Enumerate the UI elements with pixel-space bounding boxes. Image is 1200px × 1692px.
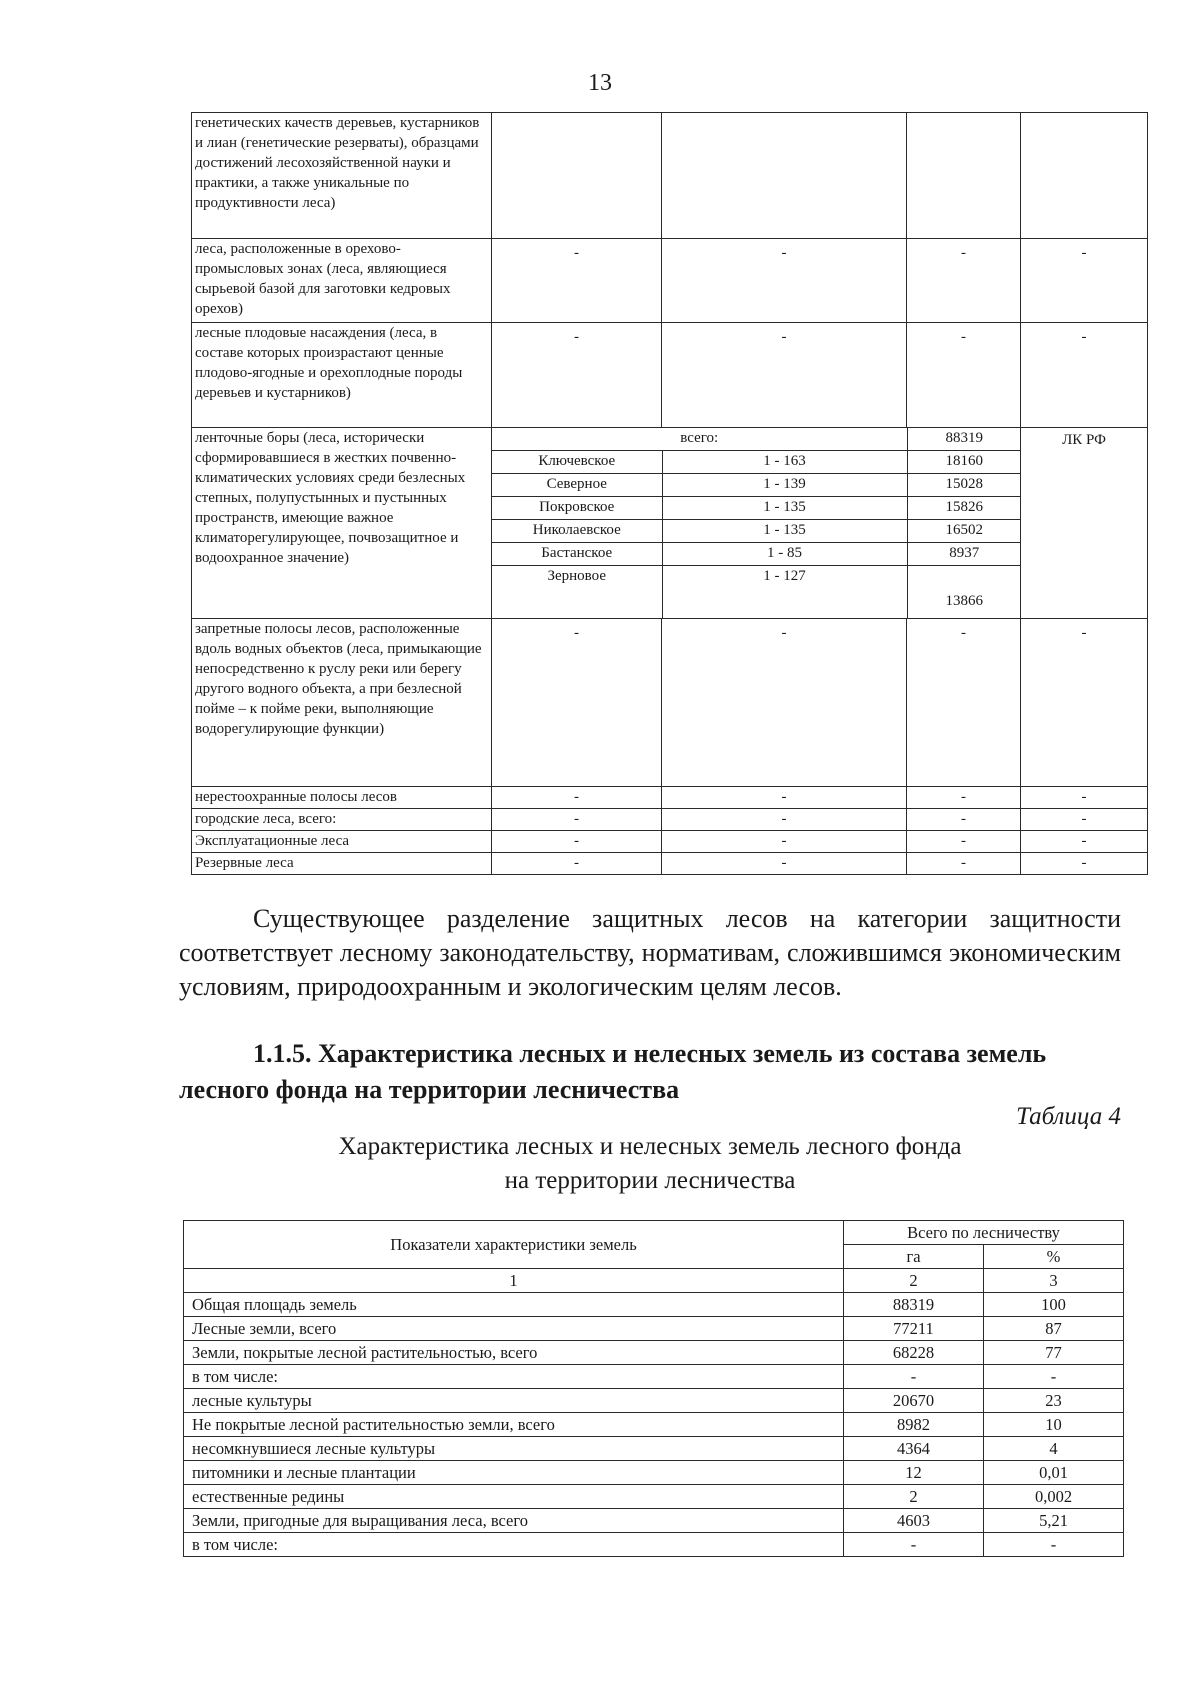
area-ha: 77211 (844, 1317, 984, 1341)
column-number: 3 (984, 1269, 1124, 1293)
row-description: Эксплуатационные леса (192, 831, 492, 853)
cell-value: - (492, 787, 662, 809)
table-caption (179, 1130, 1121, 1198)
cell-value: - (1021, 809, 1148, 831)
protective-forests-table (191, 112, 1148, 875)
cell-value: - (907, 619, 1021, 787)
cell-value: - (662, 809, 907, 831)
cell-value: - (492, 809, 662, 831)
page-number: 13 (588, 70, 612, 96)
body-paragraph: Существующее разделение защитных лесов на категории защитности соответствует лесному законодательству, нормативам, сложившимся экономическим условиям, природоохранным и экологическим целям лесов. (179, 904, 1121, 1001)
area-ha: 8982 (844, 1413, 984, 1437)
header-indicator: Показатели характеристики земель (184, 1221, 844, 1269)
table-row (184, 1509, 1124, 1533)
area: 13866 (907, 566, 1021, 619)
table-row (192, 809, 1148, 831)
column-number: 2 (844, 1269, 984, 1293)
area-percent: 23 (984, 1389, 1124, 1413)
table-row (184, 1293, 1124, 1317)
forest-name: Бастанское (492, 543, 662, 566)
ribbon-forests-breakdown (492, 428, 1021, 619)
table-row (184, 1341, 1124, 1365)
area: 15028 (907, 474, 1021, 497)
area: 8937 (907, 543, 1021, 566)
row-label: Общая площадь земель (184, 1293, 844, 1317)
table-caption-line: на территории лесничества (504, 1167, 796, 1194)
area-ha: 4364 (844, 1437, 984, 1461)
area-percent: 0,002 (984, 1485, 1124, 1509)
row-description: городские леса, всего: (192, 809, 492, 831)
cell-value: - (1021, 323, 1148, 428)
cell-value: - (1021, 853, 1148, 875)
cell-value (662, 113, 907, 239)
area-percent: - (984, 1533, 1124, 1557)
cell-value: - (1021, 619, 1148, 787)
table-row (492, 474, 1021, 497)
table-row (184, 1413, 1124, 1437)
row-label: в том числе: (184, 1365, 844, 1389)
quarters: 1 - 85 (662, 543, 907, 566)
row-label: Не покрытые лесной растительностью земли, всего (184, 1413, 844, 1437)
area-percent: 77 (984, 1341, 1124, 1365)
table-row (192, 113, 1148, 239)
table-row (492, 566, 1021, 619)
quarters: 1 - 127 (662, 566, 907, 619)
cell-value (907, 113, 1021, 239)
table-row (192, 323, 1148, 428)
area-percent: 4 (984, 1437, 1124, 1461)
quarters: 1 - 139 (662, 474, 907, 497)
table-caption-line: Характеристика лесных и нелесных земель лесного фонда (338, 1133, 962, 1160)
table-row (492, 428, 1021, 451)
table-row (184, 1437, 1124, 1461)
quarters: 1 - 163 (662, 451, 907, 474)
section-heading: 1.1.5. Характеристика лесных и нелесных земель из состава земель лесного фонда на территории лесничества (179, 1039, 1047, 1104)
table-row (184, 1389, 1124, 1413)
cell-value: - (662, 323, 907, 428)
table-row (192, 787, 1148, 809)
row-label: Земли, покрытые лесной растительностью, всего (184, 1341, 844, 1365)
forest-name: Северное (492, 474, 662, 497)
cell-value: - (1021, 239, 1148, 323)
row-description: леса, расположенные в орехово-промысловых зонах (леса, являющиеся сырьевой базой для заготовки кедровых орехов) (192, 239, 492, 323)
table-row (192, 239, 1148, 323)
table-row (492, 497, 1021, 520)
row-label: в том числе: (184, 1533, 844, 1557)
cell-value: - (662, 787, 907, 809)
row-label: Лесные земли, всего (184, 1317, 844, 1341)
cell-value: - (907, 239, 1021, 323)
row-label: Земли, пригодные для выращивания леса, всего (184, 1509, 844, 1533)
table-row (184, 1461, 1124, 1485)
cell-value: - (662, 619, 907, 787)
header-ha: га (844, 1245, 984, 1269)
forest-name: Николаевское (492, 520, 662, 543)
cell-value: - (492, 853, 662, 875)
header-total: Всего по лесничеству (844, 1221, 1124, 1245)
land-characteristics-table (183, 1220, 1124, 1557)
table-row (184, 1317, 1124, 1341)
quarters: 1 - 135 (662, 497, 907, 520)
area-ha: 2 (844, 1485, 984, 1509)
header-pct: % (984, 1245, 1124, 1269)
cell-value: - (1021, 787, 1148, 809)
column-number-row (184, 1269, 1124, 1293)
table-row (192, 619, 1148, 787)
table-row (492, 520, 1021, 543)
cell-value: - (907, 323, 1021, 428)
cell-value: - (907, 809, 1021, 831)
cell-value: - (907, 831, 1021, 853)
table-row (184, 1485, 1124, 1509)
area-ha: 4603 (844, 1509, 984, 1533)
cell-value: - (662, 831, 907, 853)
row-description: Резервные леса (192, 853, 492, 875)
area-ha: - (844, 1365, 984, 1389)
cell-value: - (907, 787, 1021, 809)
table-header-row (184, 1221, 1124, 1245)
table-row (184, 1365, 1124, 1389)
area: 18160 (907, 451, 1021, 474)
row-description: генетических качеств деревьев, кустарников и лиан (генетические резерваты), образцами достижений лесохозяйственной науки и практики, а также уникальные по продуктивности леса) (192, 113, 492, 239)
column-number: 1 (184, 1269, 844, 1293)
area-ha: 20670 (844, 1389, 984, 1413)
cell-value: - (662, 853, 907, 875)
table-label: Таблица 4 (1016, 1103, 1121, 1130)
row-description: ленточные боры (леса, исторически сформировавшиеся в жестких почвенно-климатических условиях среди безлесных степных, полупустынных и пустынных пространств, имеющие важное климаторегулирующее, почвозащитное и водоохранное значение) (192, 428, 492, 619)
area-percent: 10 (984, 1413, 1124, 1437)
row-description: лесные плодовые насаждения (леса, в составе которых произрастают ценные плодово-ягодные и орехоплодные породы деревьев и кустарников) (192, 323, 492, 428)
table-row (492, 451, 1021, 474)
row-description: нерестоохранные полосы лесов (192, 787, 492, 809)
row-label: несомкнувшиеся лесные культуры (184, 1437, 844, 1461)
ribbon-forests-subtable (492, 428, 1021, 618)
cell-value: - (492, 831, 662, 853)
cell-value: - (492, 619, 662, 787)
area: 16502 (907, 520, 1021, 543)
cell-value: - (492, 239, 662, 323)
cell-value: - (1021, 831, 1148, 853)
area-ha: 12 (844, 1461, 984, 1485)
area-percent: 100 (984, 1293, 1124, 1317)
area-ha: 68228 (844, 1341, 984, 1365)
table-row (192, 853, 1148, 875)
cell-value: - (662, 239, 907, 323)
quarters: 1 - 135 (662, 520, 907, 543)
forest-name: Зерновое (547, 568, 607, 584)
cell-value (492, 113, 662, 239)
table-row (492, 543, 1021, 566)
table-row (192, 831, 1148, 853)
cell-value: - (492, 323, 662, 428)
cell-value: - (907, 853, 1021, 875)
row-description: запретные полосы лесов, расположенные вдоль водных объектов (леса, примыкающие непосредственно к руслу реки или берегу другого водного объекта, а при безлесной пойме – к пойме реки, выполняющие водорегулирующие функции) (192, 619, 492, 787)
area-percent: 87 (984, 1317, 1124, 1341)
area-ha: - (844, 1533, 984, 1557)
row-label: лесные культуры (184, 1389, 844, 1413)
row-label: питомники и лесные плантации (184, 1461, 844, 1485)
legal-basis: ЛК РФ (1021, 428, 1148, 619)
area: 15826 (907, 497, 1021, 520)
total-area: 88319 (907, 428, 1021, 451)
forest-name: Покровское (492, 497, 662, 520)
area-percent: 5,21 (984, 1509, 1124, 1533)
area-percent: 0,01 (984, 1461, 1124, 1485)
ribbon-forests-row (192, 428, 1148, 619)
area-percent: - (984, 1365, 1124, 1389)
area-ha: 88319 (844, 1293, 984, 1317)
row-label: естественные редины (184, 1485, 844, 1509)
table-row (184, 1533, 1124, 1557)
forest-name: Ключевское (492, 451, 662, 474)
total-label: всего: (492, 428, 907, 451)
cell-value (1021, 113, 1148, 239)
